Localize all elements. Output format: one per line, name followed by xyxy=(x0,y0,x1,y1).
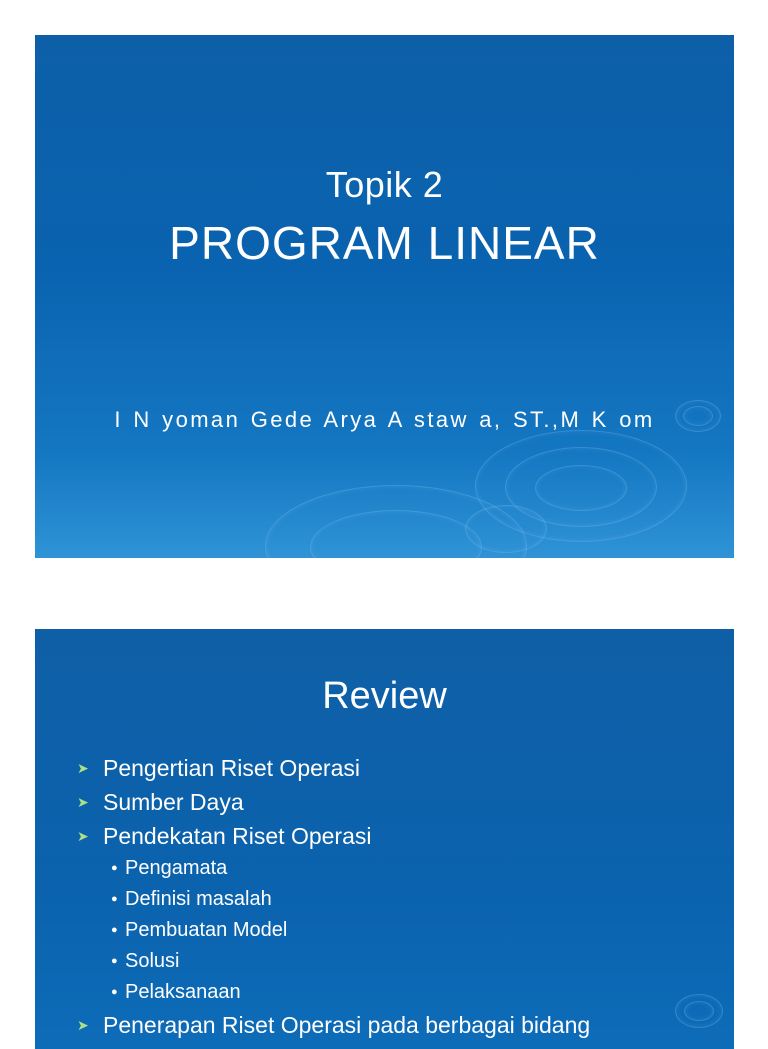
sub-list-item-label: Pengamata xyxy=(125,857,228,879)
arrow-bullet-icon: ➤ xyxy=(77,760,89,776)
list-item xyxy=(77,751,734,785)
water-ripple-decoration xyxy=(465,505,547,553)
dot-bullet-icon: ● xyxy=(111,924,118,936)
dot-bullet-icon: ● xyxy=(111,893,118,905)
sub-list-item xyxy=(77,853,734,884)
sub-list-item-label: Pelaksanaan xyxy=(125,981,241,1003)
topic-main-title: PROGRAM LINEAR xyxy=(169,217,600,269)
sub-list-item xyxy=(77,946,734,977)
review-slide xyxy=(35,629,734,1049)
list-item-label: Pendekatan Riset Operasi xyxy=(103,823,372,849)
water-ripple-decoration xyxy=(535,465,627,511)
sub-list-item-label: Definisi masalah xyxy=(125,888,272,910)
sub-list-item xyxy=(77,915,734,946)
dot-bullet-icon: ● xyxy=(111,986,118,998)
arrow-bullet-icon: ➤ xyxy=(77,828,89,844)
dot-bullet-icon: ● xyxy=(111,955,118,967)
author-name: I N yoman Gede Arya A staw a, ST.,M K om xyxy=(114,407,655,432)
sub-list-item xyxy=(77,884,734,915)
arrow-bullet-icon: ➤ xyxy=(77,794,89,810)
dot-bullet-icon: ● xyxy=(111,862,118,874)
arrow-bullet-icon: ➤ xyxy=(77,1017,89,1033)
list-item xyxy=(77,819,734,853)
list-item-label: Pengertian Riset Operasi xyxy=(103,755,360,781)
sub-list-item-label: Solusi xyxy=(125,950,180,972)
list-item xyxy=(77,785,734,819)
title-slide xyxy=(35,35,734,558)
bullet-list xyxy=(77,751,734,1042)
list-item xyxy=(77,1008,734,1042)
sub-list-item xyxy=(77,977,734,1008)
list-item-label: Penerapan Riset Operasi pada berbagai bidang xyxy=(103,1012,591,1038)
topic-number-title: Topik 2 xyxy=(325,164,444,205)
list-item-label: Sumber Daya xyxy=(103,789,244,815)
slide-title: Review xyxy=(322,675,447,717)
sub-list-item-label: Pembuatan Model xyxy=(125,919,288,941)
